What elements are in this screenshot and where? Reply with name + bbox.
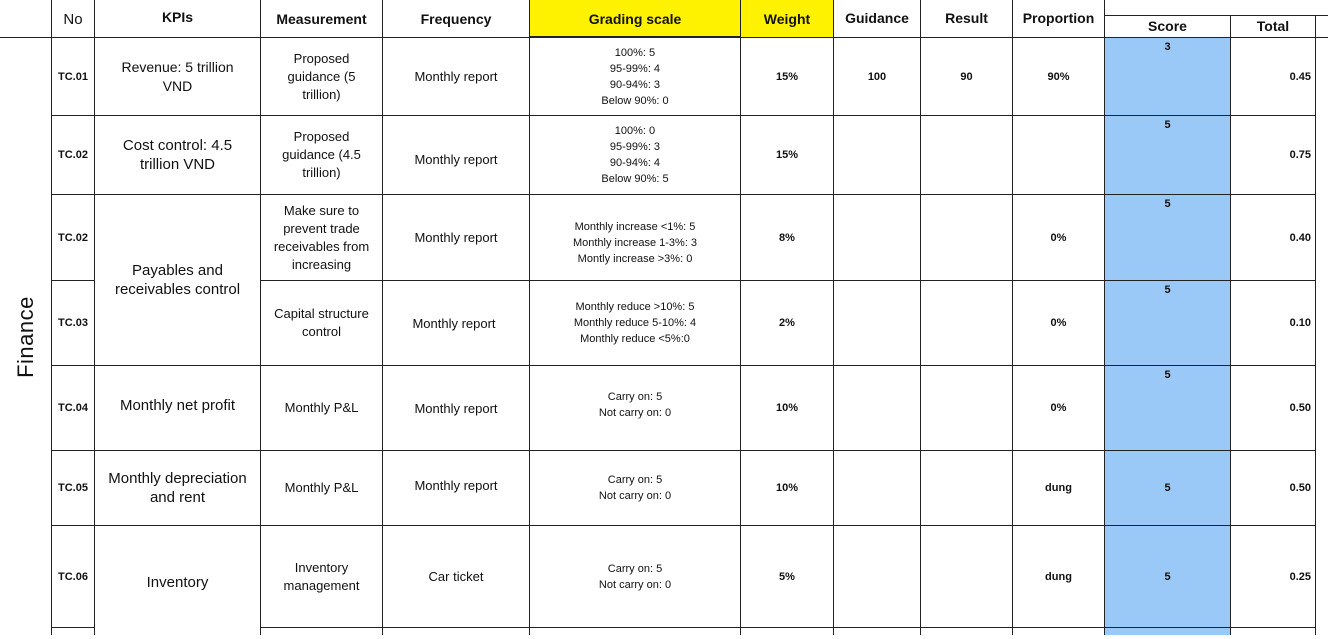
row-2-total: 0.75 (1289, 149, 1311, 161)
row-3-code: TC.02 (58, 231, 88, 244)
grid-line (529, 36, 741, 38)
row-4-grading: Monthly reduce >10%: 5 Monthly reduce 5-10%: 4 Monthly reduce <5%:0 (573, 301, 697, 345)
row-5-score: 5 (1164, 369, 1171, 381)
row-5-proportion: 0% (1050, 402, 1067, 414)
section-label (0, 38, 51, 635)
row-4-code: TC.03 (58, 317, 88, 329)
row-3-weight: 8% (779, 231, 795, 244)
grid-line (382, 0, 383, 635)
header-no: No (63, 10, 83, 28)
row-6-score: 5 (1164, 482, 1171, 494)
header-grading-scale: Grading scale (588, 11, 682, 27)
row-1-measurement: Proposed guidance (5 trillion) (287, 50, 356, 102)
section-label-text: Finance (12, 295, 38, 378)
header-measurement: Measurement (276, 11, 367, 27)
header-result: Result (945, 10, 988, 26)
row-5-total: 0.50 (1289, 402, 1311, 414)
row-6-weight: 10% (775, 482, 799, 494)
grid-line (833, 0, 834, 635)
row-3-measurement: Make sure to prevent trade receivables from increasing (273, 202, 370, 272)
row-4-weight: 2% (779, 317, 795, 329)
row-6-total: 0.50 (1289, 482, 1311, 494)
row-7-proportion: dung (1045, 570, 1072, 583)
header-weight: Weight (763, 11, 811, 27)
row-2-score: 5 (1164, 119, 1171, 131)
row-1-score: 3 (1164, 41, 1171, 53)
row-6-frequency: Monthly report (414, 477, 498, 493)
row-7-frequency: Car ticket (428, 569, 484, 584)
row-1-kpi: Revenue: 5 trillion VND (121, 58, 234, 94)
header-kpis: KPIs (161, 9, 194, 25)
row-4-proportion: 0% (1050, 317, 1067, 329)
row-2-code: TC.02 (58, 149, 88, 161)
row-3-proportion: 0% (1050, 231, 1067, 244)
header-total: Total (1256, 18, 1290, 34)
grid-line (260, 627, 1315, 628)
row-2-grading: 100%: 0 95-99%: 3 90-94%: 4 Below 90%: 5 (601, 125, 669, 185)
row-3-total: 0.40 (1289, 231, 1311, 244)
row-1-guidance: 100 (867, 70, 887, 83)
row-6-proportion: dung (1045, 482, 1072, 494)
grid-line (529, 0, 530, 635)
row-1-weight: 15% (775, 70, 799, 83)
row-4-total: 0.10 (1289, 317, 1311, 329)
row-2-frequency: Monthly report (414, 151, 498, 167)
row-2-kpi: Cost control: 4.5 trillion VND (122, 137, 233, 173)
row-7-total: 0.25 (1289, 570, 1311, 583)
row-5-weight: 10% (775, 402, 799, 414)
row-6-code: TC.05 (58, 482, 88, 494)
row-3-frequency: Monthly report (414, 230, 498, 245)
row-6-kpi: Monthly depreciation and rent (108, 470, 247, 506)
row-6-measurement: Monthly P&L (284, 480, 359, 495)
row-5-grading: Carry on: 5 Not carry on: 0 (598, 391, 672, 419)
row-2-weight: 15% (775, 149, 799, 161)
row-7-score: 5 (1164, 570, 1171, 583)
row-5-frequency: Monthly report (414, 400, 498, 416)
row-4-score: 5 (1164, 284, 1171, 296)
header-frequency: Frequency (420, 11, 492, 27)
row-5-code: TC.04 (58, 402, 88, 414)
row-3-kpi: Payables and receivables control (114, 262, 241, 298)
row-1-frequency: Monthly report (414, 69, 498, 84)
row-7-kpi: Inventory (146, 574, 209, 591)
row-5-measurement: Monthly P&L (284, 400, 359, 415)
row-1-total: 0.45 (1289, 70, 1311, 83)
grid-line (1104, 15, 1328, 16)
row-1-grading: 100%: 5 95-99%: 4 90-94%: 3 Below 90%: 0 (601, 46, 669, 107)
grid-line (260, 0, 261, 635)
grid-line (51, 365, 1315, 366)
grid-line (51, 627, 95, 628)
grid-line (51, 525, 1315, 526)
grid-line (1104, 0, 1105, 635)
header-score: Score (1148, 18, 1187, 34)
row-4-measurement: Capital structure control (274, 306, 369, 339)
row-7-grading: Carry on: 5 Not carry on: 0 (598, 562, 672, 591)
header-proportion: Proportion (1022, 10, 1095, 26)
grid-line (51, 450, 1315, 451)
grid-line (51, 0, 52, 635)
row-7-weight: 5% (779, 570, 795, 583)
row-6-grading: Carry on: 5 Not carry on: 0 (598, 474, 672, 502)
row-2-measurement: Proposed guidance (4.5 trillion) (282, 129, 361, 180)
row-5-kpi: Monthly net profit (119, 396, 236, 414)
row-3-score: 5 (1164, 198, 1171, 210)
grid-line (51, 115, 1315, 116)
grid-line (1012, 0, 1013, 635)
grid-line (1315, 16, 1316, 635)
grid-line (1230, 16, 1231, 635)
header-guidance: Guidance (845, 10, 909, 26)
grid-line (920, 0, 921, 635)
row-4-frequency: Monthly report (412, 315, 496, 331)
grid-line (51, 194, 1315, 195)
row-1-code: TC.01 (58, 70, 88, 83)
row-1-proportion: 90% (1047, 70, 1070, 83)
grid-line (260, 280, 1315, 281)
grid-line (740, 0, 741, 635)
row-7-code: TC.06 (58, 570, 88, 583)
grid-line (51, 280, 95, 281)
row-7-measurement: Inventory management (283, 559, 360, 593)
row-1-result: 90 (960, 70, 973, 83)
row-3-grading: Monthly increase <1%: 5 Monthly increase 1-3%: 3 Montly increase >3%: 0 (572, 220, 698, 265)
grid-line (94, 0, 95, 635)
